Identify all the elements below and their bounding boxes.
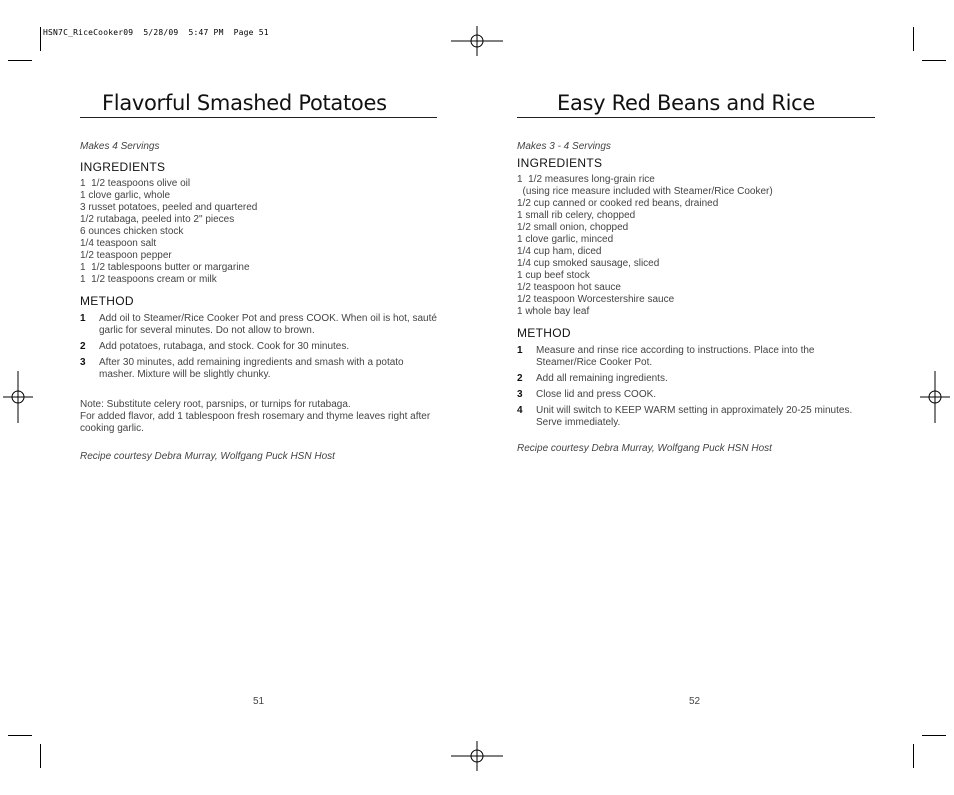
step-text: Measure and rinse rice according to instructions. Place into the Steamer/Rice Cooker Pot. [536,345,815,368]
crop-mark [922,735,946,736]
print-slug: HSN7C_RiceCooker09 5/28/09 5:47 PM Page 51 [43,28,269,37]
page-number: 52 [689,696,701,707]
crop-mark [40,744,41,768]
method-step [80,357,437,381]
recipe-page-right [517,90,875,454]
ingredient-item: 1 1/2 teaspoons cream or milk [80,274,217,285]
note-line: Note: Substitute celery root, parsnips, or turnips for rutabaga. [80,399,351,410]
ingredient-item: 1/2 teaspoon Worcestershire sauce [517,294,675,305]
step-number: 1 [517,345,523,356]
ingredients-heading: INGREDIENTS [80,160,166,174]
ingredients-list [80,178,437,286]
ingredient-item: 1/2 small onion, chopped [517,222,629,233]
servings: Makes 3 - 4 Servings [517,141,611,152]
ingredient-item: 1 clove garlic, whole [80,190,171,201]
recipe-note [80,399,437,435]
step-text: Unit will switch to KEEP WARM setting in approximately 20-25 minutes. Serve immediately. [536,405,853,428]
ingredient-item: 1 small rib celery, chopped [517,210,636,221]
ingredient-item: 1 1/2 measures long-grain rice [517,174,655,185]
ingredient-item: 1/2 teaspoon hot sauce [517,282,621,293]
crop-mark [913,744,914,768]
step-number: 2 [517,373,523,384]
step-number: 2 [80,341,86,352]
registration-mark [3,371,33,423]
registration-mark [451,741,503,771]
method-steps [80,313,437,381]
ingredient-item: 1 whole bay leaf [517,306,590,317]
ingredient-item: 3 russet potatoes, peeled and quartered [80,202,258,213]
crop-mark [40,27,41,51]
ingredient-item: 1/2 rutabaga, peeled into 2" pieces [80,214,235,225]
crop-mark [8,735,32,736]
step-text: Add oil to Steamer/Rice Cooker Pot and press COOK. When oil is hot, sauté garlic for several minutes. Do not allow to brown. [99,313,437,336]
step-text: Add all remaining ingredients. [536,373,668,384]
servings: Makes 4 Servings [80,141,160,152]
method-heading: METHOD [517,326,571,340]
step-text: Add potatoes, rutabaga, and stock. Cook for 30 minutes. [99,341,350,352]
method-step [80,341,437,353]
crop-mark [913,27,914,51]
ingredient-item: 1/4 teaspoon salt [80,238,157,249]
step-number: 4 [517,405,523,416]
ingredients-list [517,174,875,318]
step-number: 1 [80,313,86,324]
ingredient-item: 1/2 teaspoon pepper [80,250,172,261]
crop-mark [8,60,32,61]
registration-mark [920,371,950,423]
method-step [517,405,875,429]
method-step [517,389,875,401]
ingredient-item: 1 cup beef stock [517,270,590,281]
ingredients-heading: INGREDIENTS [517,156,603,170]
page-number: 51 [253,696,265,707]
registration-mark [451,26,503,56]
recipe-page-left [80,90,437,462]
note-line: For added flavor, add 1 tablespoon fresh rosemary and thyme leaves right after cooking garlic. [80,411,431,434]
step-text: After 30 minutes, add remaining ingredients and smash with a potato masher. Mixture will be slightly chunky. [99,357,404,380]
step-number: 3 [517,389,523,400]
ingredient-item: 1/2 cup canned or cooked red beans, drained [517,198,719,209]
ingredient-item: 1 1/2 tablespoons butter or margarine [80,262,250,273]
ingredient-item: 1 clove garlic, minced [517,234,614,245]
method-steps [517,345,875,429]
recipe-credit: Recipe courtesy Debra Murray, Wolfgang Puck HSN Host [80,451,335,462]
crop-mark [922,60,946,61]
step-text: Close lid and press COOK. [536,389,657,400]
method-step [517,373,875,385]
step-number: 3 [80,357,86,368]
ingredient-item: 1/4 cup ham, diced [517,246,602,257]
recipe-title: Easy Red Beans and Rice [517,90,875,118]
recipe-credit: Recipe courtesy Debra Murray, Wolfgang Puck HSN Host [517,443,772,454]
ingredient-item: 1 1/2 teaspoons olive oil [80,178,191,189]
recipe-title: Flavorful Smashed Potatoes [80,90,437,118]
ingredient-item: 6 ounces chicken stock [80,226,184,237]
method-step [517,345,875,369]
method-step [80,313,437,337]
ingredient-item: (using rice measure included with Steamer/Rice Cooker) [517,186,773,197]
method-heading: METHOD [80,294,134,308]
ingredient-item: 1/4 cup smoked sausage, sliced [517,258,660,269]
